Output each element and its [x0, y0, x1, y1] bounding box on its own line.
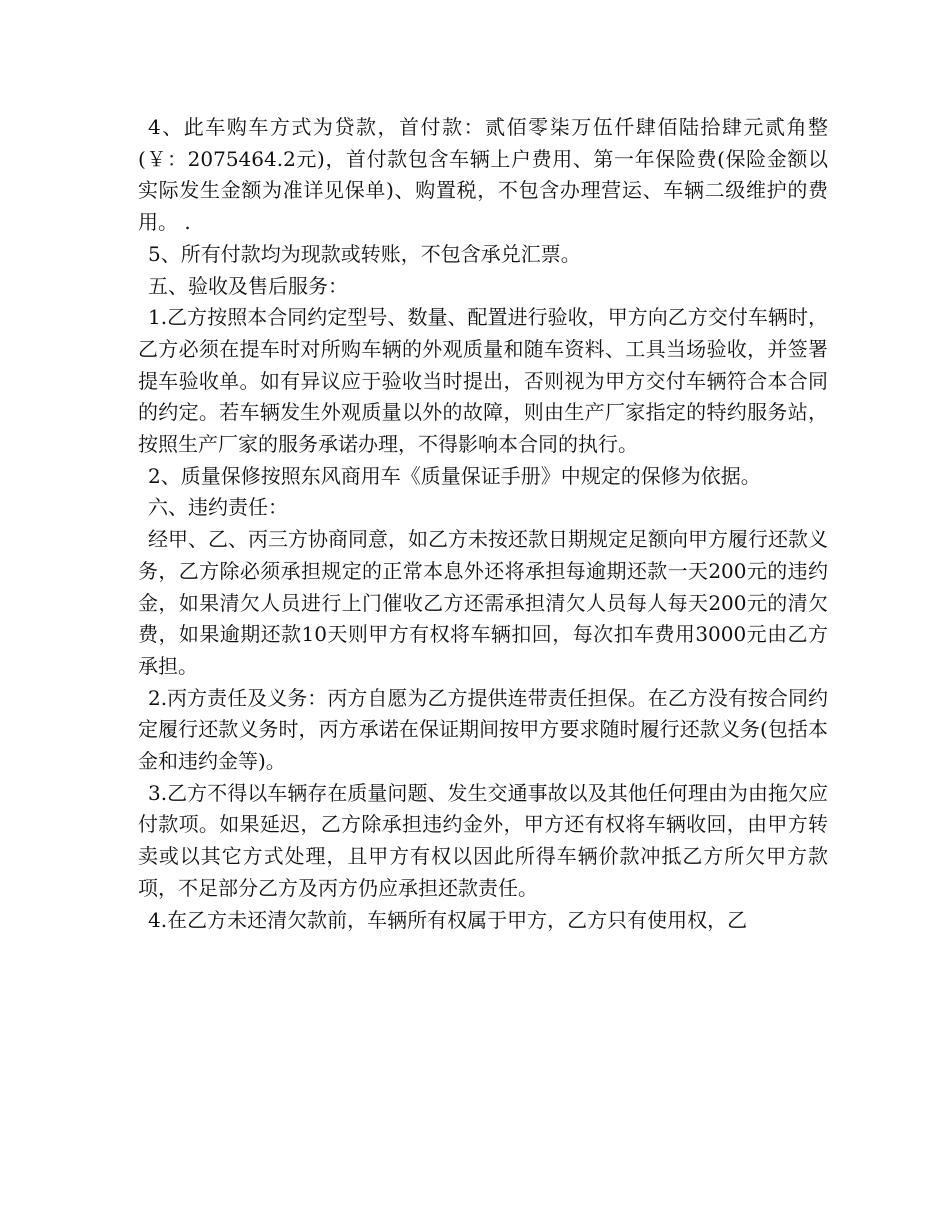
section-heading-liability: 六、违约责任： — [148, 495, 288, 520]
paragraph-warranty: 2、质量保修按照东风商用车《质量保证手册》中规定的保修为依据。 — [148, 463, 761, 488]
document-body — [138, 112, 828, 936]
paragraph-payment-method: 4、此车购车方式为贷款，首付款：贰佰零柒万伍仟肆佰陆拾肆元贰角整(￥：2075464.2元)，首付款包含车辆上户费用、第一年保险费(保险金额以实际发生金额为准详见保单)、购置税，不包含办理营运、车辆二级维护的费用。 . — [138, 115, 828, 235]
paragraph-ownership: 4.在乙方未还清欠款前，车辆所有权属于甲方，乙方只有使用权，乙 — [148, 907, 748, 932]
paragraph-guarantor-duty: 2.丙方责任及义务：丙方自愿为乙方提供连带责任担保。在乙方没有按合同约定履行还款义务时，丙方承诺在保证期间按甲方要求随时履行还款义务(包括本金和违约金等)。 — [138, 685, 828, 774]
paragraph-no-withholding: 3.乙方不得以车辆存在质量问题、发生交通事故以及其他任何理由为由拖欠应付款项。如果延迟，乙方除承担违约金外，甲方还有权将车辆收回，由甲方转卖或以其它方式处理，且甲方有权以因此所得车辆价款冲抵乙方所欠甲方款项，不足部分乙方及丙方仍应承担还款责任。 — [138, 780, 828, 900]
section-heading-acceptance: 五、验收及售后服务： — [148, 273, 348, 298]
paragraph-payment-form: 5、所有付款均为现款或转账，不包含承兑汇票。 — [148, 241, 581, 266]
paragraph-default-penalty: 经甲、乙、丙三方协商同意，如乙方未按还款日期规定足额向甲方履行还款义务，乙方除必须承担规定的正常本息外还将承担每逾期还款一天200元的违约金，如果清欠人员进行上门催收乙方还需承担清欠人员每人每天200元的清欠费，如果逾期还款10天则甲方有权将车辆扣回，每次扣车费用3000元由乙方承担。 — [138, 527, 828, 678]
paragraph-acceptance-inspection: 1.乙方按照本合同约定型号、数量、配置进行验收，甲方向乙方交付车辆时，乙方必须在提车时对所购车辆的外观质量和随车资料、工具当场验收，并签署提车验收单。如有异议应于验收当时提出，否则视为甲方交付车辆符合本合同的约定。若车辆发生外观质量以外的故障，则由生产厂家指定的特约服务站，按照生产厂家的服务承诺办理，不得影响本合同的执行。 — [138, 305, 828, 457]
